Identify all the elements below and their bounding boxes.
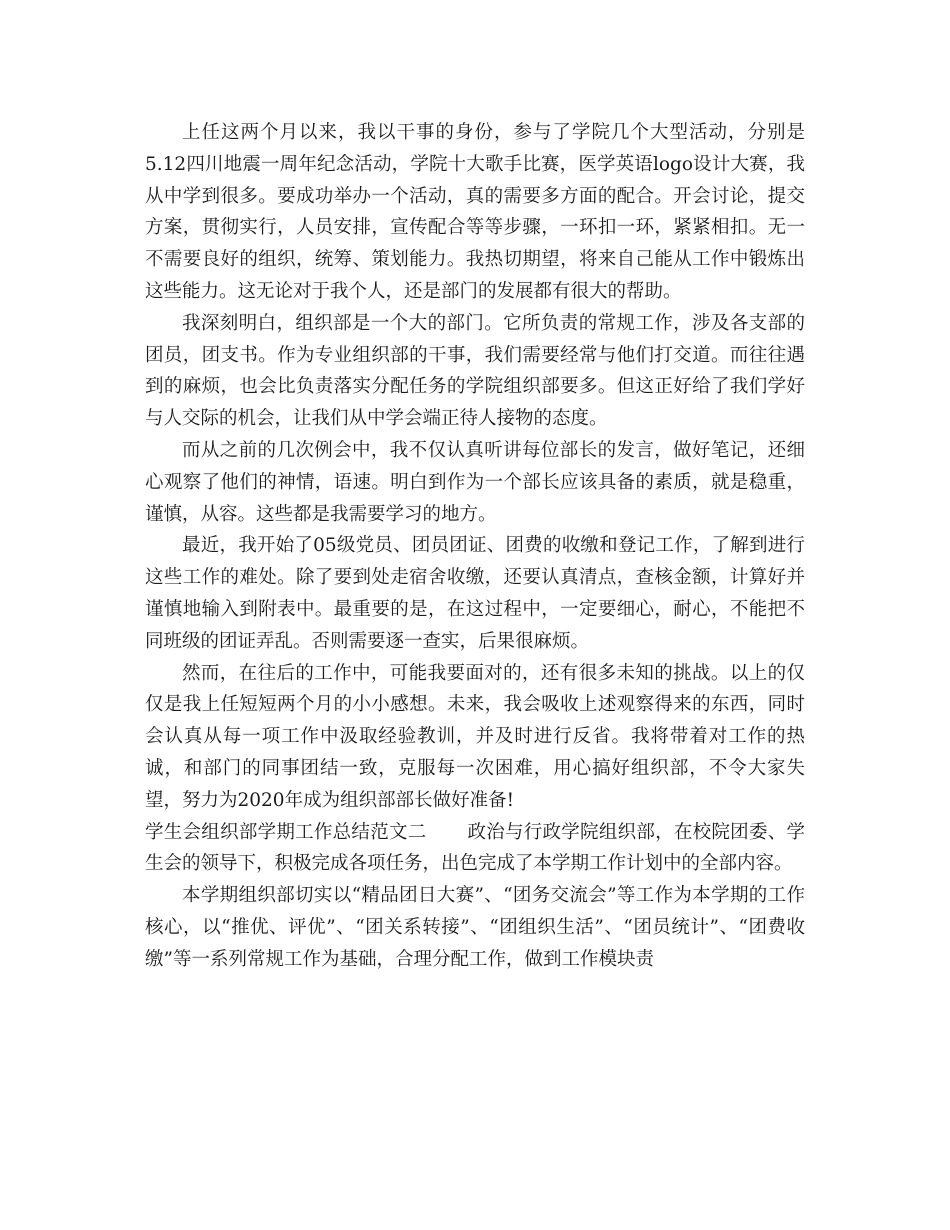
paragraph-1: 上任这两个月以来，我以干事的身份，参与了学院几个大型活动，分别是5.12四川地震一周年纪念活动，学院十大歌手比赛，医学英语logo设计大赛，我从中学到很多。要成功举办一个活动，真的需要多方面的配合。开会讨论，提交方案，贯彻实行，人员安排，宣传配合等等步骤，一环扣一环，紧紧相扣。无一不需要良好的组织，统筹、策划能力。我热切期望，将来自己能从工作中锻炼出这些能力。这无论对于我个人，还是部门的发展都有很大的帮助。 — [145, 122, 805, 302]
paragraph-4: 最近，我开始了05级党员、团员团证、团费的收缴和登记工作，了解到进行这些工作的难处。除了要到处走宿舍收缴，还要认真清点，查核金额，计算好并谨慎地输入到附表中。最重要的是，在这过程中，一定要细心，耐心，不能把不同班级的团证弄乱。否则需要逐一查实，后果很麻烦。 — [145, 535, 805, 652]
section-paragraph — [145, 817, 805, 881]
final-paragraph: 本学期组织部切实以“精品团日大赛”、“团务交流会”等工作为本学期的工作核心，以“推优、评优”、“团关系转接”、“团组织生活”、“团员统计”、“团费收缴”等一系列常规工作为基础，合理分配工作，做到工作模块责 — [145, 885, 805, 970]
section-intro: 政治与行政学院组织部，在校院团委、学生会的领导下，积极完成各项任务，出色完成了本学期工作计划中的全部内容。 — [145, 821, 805, 875]
section-heading: 学生会组织部学期工作总结范文二 — [145, 821, 427, 843]
paragraph-5: 然而，在往后的工作中，可能我要面对的，还有很多未知的挑战。以上的仅仅是我上任短短两个月的小小感想。未来，我会吸收上述观察得来的东西，同时会认真从每一项工作中汲取经验教训，并及时进行反省。我将带着对工作的热诚，和部门的同事团结一致，克服每一次困难，用心搞好组织部，不令大家失望，努力为2020年成为组织部部长做好准备! — [145, 662, 805, 811]
paragraph-2: 我深刻明白，组织部是一个大的部门。它所负责的常规工作，涉及各支部的团员，团支书。作为专业组织部的干事，我们需要经常与他们打交道。而往往遇到的麻烦，也会比负责落实分配任务的学院组织部要多。但这正好给了我们学好与人交际的机会，让我们从中学会端正待人接物的态度。 — [145, 312, 805, 430]
document-body — [145, 117, 805, 976]
paragraph-3: 而从之前的几次例会中，我不仅认真听讲每位部长的发言，做好笔记，还细心观察了他们的神情，语速。明白到作为一个部长应该具备的素质，就是稳重，谨慎，从容。这些都是我需要学习的地方。 — [145, 439, 805, 525]
